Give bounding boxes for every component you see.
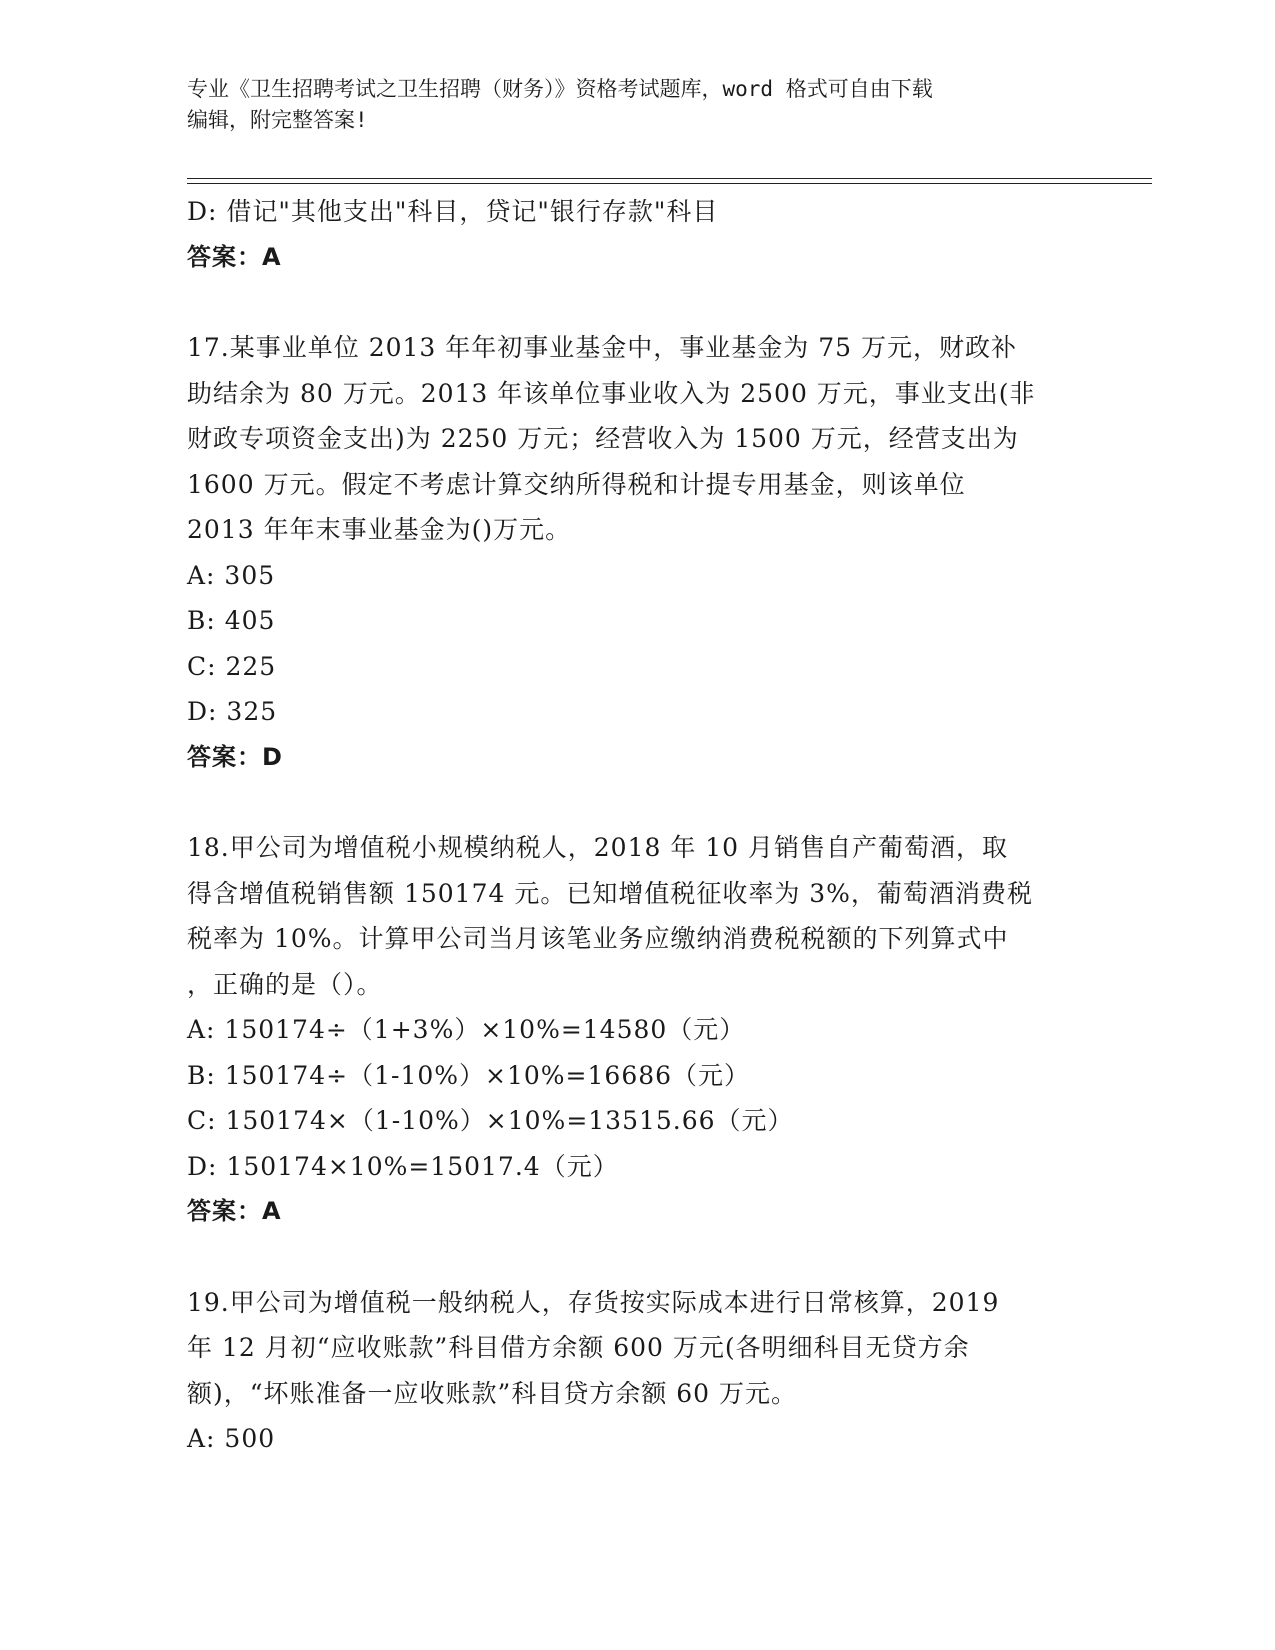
page-header: [187, 74, 1087, 136]
question-17-text-line: 财政专项资金支出)为 2250 万元；经营收入为 1500 万元，经营支出为: [187, 424, 1019, 453]
question-18-option-d: D: 150174×10%=15017.4（元）: [187, 1151, 619, 1181]
question-19-text-line: 19.甲公司为增值税一般纳税人，存货按实际成本进行日常核算，2019: [187, 1287, 1000, 1317]
question-17-text-line: 17.某事业单位 2013 年年初事业基金中，事业基金为 75 万元，财政补: [187, 333, 1017, 362]
question-17-option-a: A: 305: [187, 560, 276, 590]
question-17-text-line: 2013 年年末事业基金为()万元。: [187, 515, 572, 544]
question-18-text-line: 税率为 10%。计算甲公司当月该笔业务应缴纳消费税税额的下列算式中: [187, 924, 1009, 953]
spacer: [187, 280, 1087, 325]
header-divider-bottom: [187, 183, 1152, 184]
question-17-option-b: B: 405: [187, 606, 276, 635]
spacer: [187, 780, 1087, 825]
question-16-tail: [187, 189, 1087, 280]
question-17-answer: 答案：D: [187, 742, 283, 771]
header-line-1: 专业《卫生招聘考试之卫生招聘（财务）》资格考试题库，word 格式可自由下载: [187, 77, 933, 101]
header-line-2: 编辑，附完整答案!: [187, 108, 368, 132]
question-18-option-a: A: 150174÷（1+3%）×10%=14580（元）: [187, 1015, 746, 1044]
question-16-option-d: D: 借记"其他支出"科目，贷记"银行存款"科目: [187, 197, 719, 226]
spacer: [187, 1235, 1087, 1280]
question-18-option-b: B: 150174÷（1-10%）×10%=16686（元）: [187, 1060, 751, 1090]
question-18-text-line: ，正确的是（）。: [187, 969, 383, 999]
header-divider-top: [187, 178, 1152, 179]
question-19-text-line: 年 12 月初“应收账款”科目借方余额 600 万元(各明细科目无贷方余: [187, 1333, 970, 1362]
question-content: [187, 189, 1087, 1462]
question-17-option-d: D: 325: [187, 697, 278, 726]
question-19: [187, 1280, 1087, 1462]
question-18: [187, 825, 1087, 1235]
question-17-text-line: 1600 万元。假定不考虑计算交纳所得税和计提专用基金，则该单位: [187, 469, 966, 499]
question-17-option-c: C: 225: [187, 651, 277, 681]
question-18-option-c: C: 150174×（1-10%）×10%=13515.66（元）: [187, 1106, 794, 1135]
question-17: [187, 325, 1087, 780]
question-19-option-a: A: 500: [187, 1424, 276, 1453]
question-17-text-line: 助结余为 80 万元。2013 年该单位事业收入为 2500 万元，事业支出(非: [187, 378, 1036, 408]
question-19-text-line: 额)，“坏账准备一应收账款”科目贷方余额 60 万元。: [187, 1378, 798, 1408]
question-18-text-line: 得含增值税销售额 150174 元。已知增值税征收率为 3%，葡萄酒消费税: [187, 878, 1033, 908]
question-18-text-line: 18.甲公司为增值税小规模纳税人，2018 年 10 月销售自产葡萄酒，取: [187, 833, 1009, 862]
question-16-answer: 答案：A: [187, 242, 282, 271]
question-18-answer: 答案：A: [187, 1197, 282, 1225]
